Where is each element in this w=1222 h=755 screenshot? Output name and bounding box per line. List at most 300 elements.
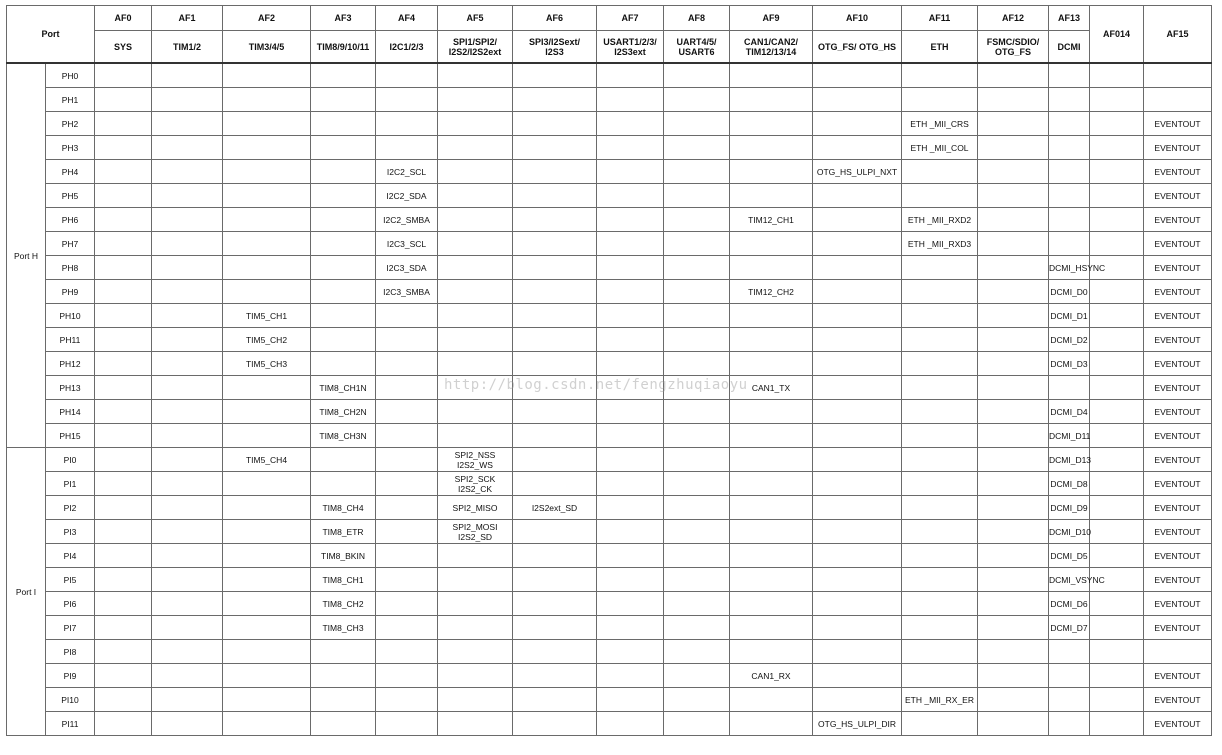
af-cell bbox=[1049, 88, 1090, 112]
af-cell bbox=[438, 63, 513, 88]
af-cell bbox=[597, 616, 664, 640]
af-cell bbox=[223, 256, 311, 280]
af-cell bbox=[978, 256, 1049, 280]
af-cell bbox=[513, 208, 597, 232]
af-cell bbox=[1090, 664, 1144, 688]
af-cell bbox=[813, 496, 902, 520]
af-cell bbox=[730, 712, 813, 736]
af-cell bbox=[902, 448, 978, 472]
af-cell bbox=[813, 640, 902, 664]
af-cell bbox=[1049, 184, 1090, 208]
af-cell bbox=[152, 712, 223, 736]
af-cell bbox=[730, 328, 813, 352]
pin-name: PH11 bbox=[46, 328, 95, 352]
af-cell bbox=[438, 304, 513, 328]
af-cell bbox=[513, 136, 597, 160]
af-cell: EVENTOUT bbox=[1144, 256, 1212, 280]
af-cell bbox=[902, 352, 978, 376]
af-cell bbox=[978, 472, 1049, 496]
af-cell bbox=[438, 112, 513, 136]
af-cell bbox=[1090, 520, 1144, 544]
af-cell bbox=[597, 208, 664, 232]
af-header-11: AF11 bbox=[902, 6, 978, 31]
af-cell bbox=[311, 280, 376, 304]
af-cell bbox=[597, 496, 664, 520]
af-cell bbox=[311, 63, 376, 88]
af-cell bbox=[813, 88, 902, 112]
af-cell bbox=[223, 688, 311, 712]
af-cell: DCMI_D3 bbox=[1049, 352, 1090, 376]
af-cell bbox=[664, 640, 730, 664]
af-cell: DCMI_D1 bbox=[1049, 304, 1090, 328]
af-cell bbox=[902, 496, 978, 520]
function-header-line: SPI3/I2Sext/ bbox=[528, 36, 581, 47]
af-cell bbox=[1090, 400, 1144, 424]
af-cell bbox=[513, 424, 597, 448]
pin-name: PH1 bbox=[46, 88, 95, 112]
af-header-5: AF5 bbox=[438, 6, 513, 31]
function-header-line: I2S2/I2S2ext bbox=[448, 46, 502, 57]
af-cell bbox=[730, 112, 813, 136]
function-header-2 bbox=[223, 31, 311, 64]
af-cell bbox=[311, 472, 376, 496]
af-cell bbox=[597, 160, 664, 184]
af-cell bbox=[152, 184, 223, 208]
af-cell bbox=[311, 448, 376, 472]
watermark-text: http://blog.csdn.net/fengzhuqiaoyu bbox=[444, 377, 748, 393]
af-cell bbox=[438, 544, 513, 568]
af-cell bbox=[902, 592, 978, 616]
function-header-13 bbox=[1049, 31, 1090, 64]
af-cell: I2C2_SMBA bbox=[376, 208, 438, 232]
af-cell: DCMI_D5 bbox=[1049, 544, 1090, 568]
af-header-12: AF12 bbox=[978, 6, 1049, 31]
af-cell bbox=[664, 232, 730, 256]
af-cell bbox=[438, 424, 513, 448]
table-row bbox=[7, 88, 1212, 112]
af-cell bbox=[978, 112, 1049, 136]
af-cell bbox=[902, 544, 978, 568]
af-cell bbox=[813, 184, 902, 208]
af-cell bbox=[376, 496, 438, 520]
af-cell bbox=[152, 664, 223, 688]
port-group-label: Port H bbox=[7, 63, 46, 448]
table-row bbox=[7, 640, 1212, 664]
af-cell bbox=[1049, 688, 1090, 712]
af-cell bbox=[978, 520, 1049, 544]
af-cell bbox=[95, 112, 152, 136]
af-cell bbox=[152, 208, 223, 232]
af-header-1: AF1 bbox=[152, 6, 223, 31]
af-cell bbox=[513, 304, 597, 328]
af-cell bbox=[1090, 688, 1144, 712]
af-cell bbox=[152, 520, 223, 544]
af-cell: EVENTOUT bbox=[1144, 352, 1212, 376]
af-cell: TIM5_CH2 bbox=[223, 328, 311, 352]
af-cell bbox=[95, 88, 152, 112]
af-cell bbox=[978, 280, 1049, 304]
af-cell bbox=[376, 328, 438, 352]
pin-name: PH3 bbox=[46, 136, 95, 160]
af-cell bbox=[664, 544, 730, 568]
af-cell: EVENTOUT bbox=[1144, 688, 1212, 712]
af-cell bbox=[978, 136, 1049, 160]
af-cell bbox=[438, 160, 513, 184]
af-cell: SPI2_NSS I2S2_WS bbox=[438, 448, 513, 472]
function-header-line: I2C1/2/3 bbox=[389, 41, 424, 52]
af-cell bbox=[223, 160, 311, 184]
af-cell bbox=[152, 88, 223, 112]
pin-name: PI6 bbox=[46, 592, 95, 616]
af-cell bbox=[152, 280, 223, 304]
af-cell: EVENTOUT bbox=[1144, 304, 1212, 328]
af-cell bbox=[513, 400, 597, 424]
af-cell bbox=[664, 688, 730, 712]
af-cell: CAN1_RX bbox=[730, 664, 813, 688]
af-cell bbox=[978, 63, 1049, 88]
pin-name: PI3 bbox=[46, 520, 95, 544]
af-header-13: AF13 bbox=[1049, 6, 1090, 31]
af-cell bbox=[223, 232, 311, 256]
af-cell bbox=[1090, 472, 1144, 496]
af-cell bbox=[95, 184, 152, 208]
af-cell bbox=[311, 112, 376, 136]
af-cell bbox=[730, 496, 813, 520]
af-cell bbox=[813, 520, 902, 544]
function-header-1 bbox=[152, 31, 223, 64]
af-cell bbox=[978, 664, 1049, 688]
af-cell bbox=[1090, 232, 1144, 256]
af-cell: EVENTOUT bbox=[1144, 712, 1212, 736]
af-cell bbox=[730, 472, 813, 496]
af-cell bbox=[597, 664, 664, 688]
af-header-6: AF6 bbox=[513, 6, 597, 31]
af-cell: TIM12_CH1 bbox=[730, 208, 813, 232]
af-cell bbox=[376, 472, 438, 496]
af-cell bbox=[152, 688, 223, 712]
af-cell: ETH _MII_RXD3 bbox=[902, 232, 978, 256]
af-cell bbox=[730, 184, 813, 208]
af-cell bbox=[376, 616, 438, 640]
pin-name: PH15 bbox=[46, 424, 95, 448]
af-header-3: AF3 bbox=[311, 6, 376, 31]
table-row bbox=[7, 424, 1212, 448]
af-cell bbox=[513, 688, 597, 712]
af-cell bbox=[438, 184, 513, 208]
af-cell bbox=[597, 88, 664, 112]
af-cell bbox=[730, 256, 813, 280]
af-cell bbox=[813, 544, 902, 568]
af-cell: SPI2_SCK I2S2_CK bbox=[438, 472, 513, 496]
af-cell bbox=[1090, 640, 1144, 664]
af-cell bbox=[978, 352, 1049, 376]
af-cell bbox=[438, 640, 513, 664]
table-row bbox=[7, 136, 1212, 160]
af-cell bbox=[730, 352, 813, 376]
af-cell bbox=[223, 112, 311, 136]
af-cell bbox=[1090, 544, 1144, 568]
function-header-line: OTG_FS/ OTG_HS bbox=[817, 41, 896, 52]
af-cell bbox=[597, 688, 664, 712]
function-header-line: UART4/5/ bbox=[676, 36, 717, 47]
af-header-9: AF9 bbox=[730, 6, 813, 31]
af-cell bbox=[311, 160, 376, 184]
af-cell bbox=[664, 496, 730, 520]
af-cell bbox=[664, 352, 730, 376]
af-cell bbox=[223, 208, 311, 232]
af-cell: TIM5_CH3 bbox=[223, 352, 311, 376]
af-cell bbox=[1090, 63, 1144, 88]
function-header-4 bbox=[376, 31, 438, 64]
af-cell bbox=[664, 664, 730, 688]
af-header-10: AF10 bbox=[813, 6, 902, 31]
table-row bbox=[7, 304, 1212, 328]
af-cell bbox=[664, 616, 730, 640]
af-cell bbox=[513, 712, 597, 736]
af-cell bbox=[597, 592, 664, 616]
pin-name: PH7 bbox=[46, 232, 95, 256]
af-cell bbox=[223, 640, 311, 664]
af-cell: DCMI_VSYNC bbox=[1049, 568, 1090, 592]
pin-name: PI4 bbox=[46, 544, 95, 568]
af-cell bbox=[730, 400, 813, 424]
af-cell bbox=[152, 232, 223, 256]
af-cell bbox=[152, 376, 223, 400]
af-cell bbox=[813, 376, 902, 400]
af-cell: EVENTOUT bbox=[1144, 328, 1212, 352]
table-row bbox=[7, 160, 1212, 184]
af-cell bbox=[664, 592, 730, 616]
af-cell bbox=[376, 544, 438, 568]
af-cell bbox=[376, 664, 438, 688]
af-cell bbox=[376, 448, 438, 472]
af-cell: DCMI_D6 bbox=[1049, 592, 1090, 616]
af-cell: I2C3_SCL bbox=[376, 232, 438, 256]
af-cell bbox=[513, 88, 597, 112]
af-cell bbox=[664, 280, 730, 304]
af-cell bbox=[438, 232, 513, 256]
pin-name: PH9 bbox=[46, 280, 95, 304]
table-row bbox=[7, 712, 1212, 736]
af-cell bbox=[597, 304, 664, 328]
af-cell: EVENTOUT bbox=[1144, 184, 1212, 208]
af-cell bbox=[95, 136, 152, 160]
function-header-line: SPI1/SPI2/ bbox=[452, 36, 498, 47]
af-cell bbox=[223, 472, 311, 496]
af-cell bbox=[95, 160, 152, 184]
af-cell bbox=[223, 616, 311, 640]
function-header-5 bbox=[438, 31, 513, 64]
af-cell: DCMI_HSYNC bbox=[1049, 256, 1090, 280]
af-cell: DCMI_D8 bbox=[1049, 472, 1090, 496]
af-cell bbox=[223, 592, 311, 616]
af-cell bbox=[152, 160, 223, 184]
table-row bbox=[7, 496, 1212, 520]
af-cell bbox=[376, 304, 438, 328]
function-header-line: TIM8/9/10/11 bbox=[316, 41, 370, 52]
pin-name: PH12 bbox=[46, 352, 95, 376]
af-cell bbox=[376, 640, 438, 664]
af-cell bbox=[95, 280, 152, 304]
af-cell bbox=[978, 496, 1049, 520]
af-cell bbox=[902, 616, 978, 640]
af-cell bbox=[438, 256, 513, 280]
table-row bbox=[7, 232, 1212, 256]
af-cell bbox=[813, 208, 902, 232]
af-cell bbox=[223, 63, 311, 88]
af-cell bbox=[730, 544, 813, 568]
af-cell: ETH _MII_RXD2 bbox=[902, 208, 978, 232]
af-cell bbox=[902, 712, 978, 736]
af-cell: TIM12_CH2 bbox=[730, 280, 813, 304]
af-cell bbox=[223, 376, 311, 400]
af-cell bbox=[730, 520, 813, 544]
af-cell bbox=[1090, 304, 1144, 328]
af-cell bbox=[664, 568, 730, 592]
af-cell bbox=[152, 304, 223, 328]
af-cell bbox=[152, 568, 223, 592]
pin-name: PI0 bbox=[46, 448, 95, 472]
af-cell bbox=[438, 568, 513, 592]
af-cell bbox=[438, 616, 513, 640]
af-cell bbox=[376, 688, 438, 712]
alternate-function-table bbox=[6, 5, 1212, 736]
af-cell: TIM8_CH1N bbox=[311, 376, 376, 400]
pin-name: PH14 bbox=[46, 400, 95, 424]
af-cell bbox=[597, 640, 664, 664]
af-cell bbox=[95, 400, 152, 424]
pin-name: PI5 bbox=[46, 568, 95, 592]
function-header-line: TIM12/13/14 bbox=[745, 46, 797, 57]
af-cell bbox=[223, 496, 311, 520]
af-cell: EVENTOUT bbox=[1144, 448, 1212, 472]
table-row bbox=[7, 256, 1212, 280]
af-cell bbox=[376, 88, 438, 112]
af-cell bbox=[813, 328, 902, 352]
port-header: Port bbox=[7, 6, 95, 64]
pin-name: PH4 bbox=[46, 160, 95, 184]
table-row bbox=[7, 448, 1212, 472]
af-cell bbox=[664, 88, 730, 112]
af-cell: I2S2ext_SD bbox=[513, 496, 597, 520]
af-header-14: AF014 bbox=[1090, 6, 1144, 64]
af-cell bbox=[311, 304, 376, 328]
af-cell: DCMI_D11 bbox=[1049, 424, 1090, 448]
af-cell bbox=[311, 328, 376, 352]
af-cell bbox=[513, 328, 597, 352]
pin-name: PI7 bbox=[46, 616, 95, 640]
af-cell bbox=[513, 472, 597, 496]
af-cell bbox=[813, 448, 902, 472]
af-cell: EVENTOUT bbox=[1144, 376, 1212, 400]
pin-name: PH5 bbox=[46, 184, 95, 208]
af-cell: EVENTOUT bbox=[1144, 568, 1212, 592]
af-cell: TIM8_CH2N bbox=[311, 400, 376, 424]
af-cell: ETH _MII_CRS bbox=[902, 112, 978, 136]
af-cell bbox=[438, 328, 513, 352]
function-header-0 bbox=[95, 31, 152, 64]
af-cell: EVENTOUT bbox=[1144, 544, 1212, 568]
af-cell: TIM8_CH3N bbox=[311, 424, 376, 448]
af-cell bbox=[95, 616, 152, 640]
af-cell bbox=[664, 304, 730, 328]
af-cell bbox=[95, 568, 152, 592]
af-cell bbox=[813, 592, 902, 616]
af-cell bbox=[152, 112, 223, 136]
af-cell bbox=[730, 688, 813, 712]
af-cell bbox=[1049, 376, 1090, 400]
table-row bbox=[7, 63, 1212, 88]
af-cell bbox=[664, 256, 730, 280]
function-header-line: USART6 bbox=[678, 46, 715, 57]
function-header-8 bbox=[664, 31, 730, 64]
af-cell bbox=[513, 280, 597, 304]
af-cell bbox=[311, 712, 376, 736]
af-cell bbox=[438, 400, 513, 424]
af-cell bbox=[1090, 616, 1144, 640]
pin-name: PI10 bbox=[46, 688, 95, 712]
af-cell bbox=[978, 688, 1049, 712]
af-cell bbox=[730, 424, 813, 448]
af-cell bbox=[813, 256, 902, 280]
function-header-line: TIM1/2 bbox=[172, 41, 201, 52]
pin-name: PH10 bbox=[46, 304, 95, 328]
af-cell bbox=[813, 400, 902, 424]
af-cell: TIM8_CH3 bbox=[311, 616, 376, 640]
af-cell bbox=[95, 256, 152, 280]
af-cell bbox=[730, 232, 813, 256]
af-cell bbox=[95, 352, 152, 376]
af-cell bbox=[376, 376, 438, 400]
af-cell: DCMI_D10 bbox=[1049, 520, 1090, 544]
table-row bbox=[7, 376, 1212, 400]
af-cell bbox=[95, 664, 152, 688]
af-cell bbox=[223, 520, 311, 544]
af-cell bbox=[1090, 112, 1144, 136]
af-cell bbox=[311, 232, 376, 256]
af-cell bbox=[664, 400, 730, 424]
af-cell bbox=[1049, 136, 1090, 160]
af-cell bbox=[95, 424, 152, 448]
function-header-line: FSMC/SDIO/ bbox=[986, 36, 1040, 47]
af-cell bbox=[513, 640, 597, 664]
af-cell bbox=[223, 712, 311, 736]
af-cell bbox=[597, 424, 664, 448]
af-cell bbox=[813, 304, 902, 328]
af-cell bbox=[513, 616, 597, 640]
af-cell bbox=[978, 232, 1049, 256]
af-cell bbox=[438, 136, 513, 160]
af-cell bbox=[597, 112, 664, 136]
af-cell bbox=[376, 136, 438, 160]
af-cell bbox=[376, 568, 438, 592]
af-cell bbox=[311, 352, 376, 376]
table-row bbox=[7, 184, 1212, 208]
af-cell bbox=[597, 400, 664, 424]
af-cell bbox=[513, 232, 597, 256]
af-cell bbox=[978, 328, 1049, 352]
af-header-4: AF4 bbox=[376, 6, 438, 31]
af-cell bbox=[597, 352, 664, 376]
af-cell bbox=[597, 280, 664, 304]
af-cell: DCMI_D2 bbox=[1049, 328, 1090, 352]
af-cell: EVENTOUT bbox=[1144, 280, 1212, 304]
table-row bbox=[7, 520, 1212, 544]
af-cell bbox=[311, 88, 376, 112]
pin-name: PH13 bbox=[46, 376, 95, 400]
pin-name: PH8 bbox=[46, 256, 95, 280]
af-cell: TIM8_CH1 bbox=[311, 568, 376, 592]
